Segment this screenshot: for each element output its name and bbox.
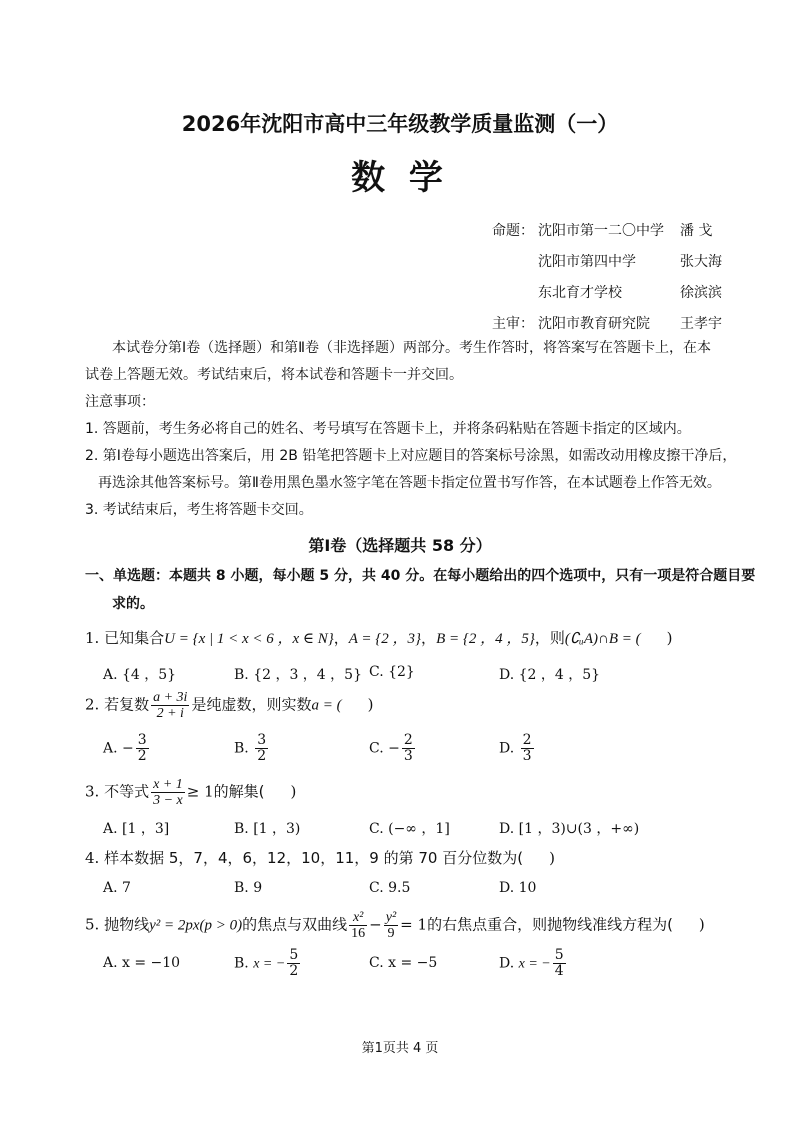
question-number: 2.	[85, 695, 100, 714]
question-4: 4. 样本数据 5，7，4，6，12，10，11，9 的第 70 百分位数为( )	[85, 849, 555, 867]
proposer-label: 命题：	[492, 223, 534, 239]
q4-option-d: D. 10	[499, 880, 537, 896]
q5-option-b: B. x = − $\frac{5}{2}$	[234, 947, 299, 979]
fraction: $\frac{a + 3i}{2 + i}$	[153, 690, 188, 721]
credit-name: 徐滨滨	[680, 285, 722, 301]
q1-option-a: A. {4 ，5}	[103, 667, 177, 683]
q1-option-c: C. {2}	[369, 664, 415, 680]
question-2: 2. 若复数 $\frac{a + 3i}{2 + i}$ 是纯虚数，则实数a = ( )	[85, 690, 374, 721]
question-number: 1.	[85, 629, 100, 647]
question-number: 5.	[85, 915, 100, 934]
q3-option-b: B. [1 ，3)	[234, 821, 301, 837]
q3-option-a: A. [1 ，3]	[103, 821, 170, 837]
credit-name: 张大海	[680, 254, 722, 270]
note-item-2: 2. 第Ⅰ卷每小题选出答案后，用 2B 铅笔把答题卡上对应题目的答案标号涂黑，如需改动用橡皮擦干净后，	[85, 448, 737, 464]
q5-option-d: D. x = − $\frac{5}{4}$	[499, 947, 564, 979]
notes-heading: 注意事项：	[85, 394, 155, 410]
question-5: 5. 抛物线y² = 2px(p > 0)的焦点与双曲线 $\frac{\text{x²}}{16}$ − $\frac{\text{y²}}{9}$ = 1的右焦点重合，则抛物线准线方程为( )	[85, 910, 705, 941]
credit-school: 沈阳市第一二〇中学	[538, 223, 664, 239]
question-number: 4.	[85, 849, 100, 867]
note-item-2-cont: 再选涂其他答案标号。第Ⅱ卷用黑色墨水签字笔在答题卡指定位置书写作答，在本试题卷上作答无效。	[98, 475, 721, 491]
q2-option-a: A. − $\frac{3}{2}$	[103, 732, 147, 764]
q1-option-d: D. {2 ，4 ，5}	[499, 667, 601, 683]
credit-school: 沈阳市第四中学	[538, 254, 636, 270]
q4-option-b: B. 9	[234, 880, 263, 896]
fraction: $\frac{\text{x²}}{16}$	[351, 910, 366, 941]
question-1: 1. 已知集合U = {x | 1 < x < 6 ，x ∈ N}，A = {2 ，3}，B = {2 ，4 ，5}，则(∁ᵤA)∩B = ( )	[85, 629, 673, 647]
credit-school: 东北育才学校	[538, 285, 622, 301]
q4-option-a: A. 7	[103, 880, 131, 896]
section-instruction-cont: 求的。	[112, 596, 154, 612]
note-item-1: 1. 答题前，考生务必将自己的姓名、考号填写在答题卡上，并将条码粘贴在答题卡指定的区域内。	[85, 421, 691, 437]
q5-option-a: A. x = −10	[103, 955, 181, 971]
credit-name: 潘 戈	[680, 223, 713, 239]
subject-title: 数 学	[351, 158, 449, 198]
question-3: 3. 不等式 $\frac{x + 1}{3 - x}$ ≥ 1的解集( )	[85, 777, 297, 808]
q1-option-b: B. {2 ，3 ，4 ，5}	[234, 667, 362, 683]
reviewer-school: 沈阳市教育研究院	[538, 316, 650, 332]
note-item-3: 3. 考试结束后，考生将答题卡交回。	[85, 502, 313, 518]
q4-option-c: C. 9.5	[369, 880, 411, 896]
fraction: $\frac{\text{y²}}{9}$	[385, 910, 397, 941]
q5-option-c: C. x = −5	[369, 955, 438, 971]
exam-title: 2026年沈阳市高中三年级教学质量监测（一）	[181, 112, 619, 136]
q3-option-d: D. [1 ，3)∪(3 ，+∞)	[499, 821, 640, 837]
page-footer: 第1页共 4 页	[361, 1041, 439, 1056]
intro-line-2: 试卷上答题无效。考试结束后，将本试卷和答题卡一并交回。	[85, 367, 463, 383]
reviewer-label: 主审：	[492, 316, 534, 332]
section-instruction: 一、单选题：本题共 8 小题，每小题 5 分，共 40 分。在每小题给出的四个选项中，只有一项是符合题目要	[85, 568, 756, 584]
q2-option-d: D. $\frac{2}{3}$	[499, 732, 532, 764]
reviewer-name: 王孝宇	[680, 316, 722, 332]
fraction: $\frac{x + 1}{3 - x}$	[153, 777, 183, 808]
q2-option-c: C. − $\frac{2}{3}$	[369, 732, 413, 764]
q3-option-c: C. (−∞ ，1]	[369, 821, 450, 837]
section-title: 第Ⅰ卷（选择题共 58 分）	[308, 536, 492, 555]
intro-line-1: 本试卷分第Ⅰ卷（选择题）和第Ⅱ卷（非选择题）两部分。考生作答时，将答案写在答题卡上，在本	[112, 340, 712, 356]
q2-option-b: B. $\frac{3}{2}$	[234, 732, 267, 764]
question-number: 3.	[85, 782, 100, 801]
